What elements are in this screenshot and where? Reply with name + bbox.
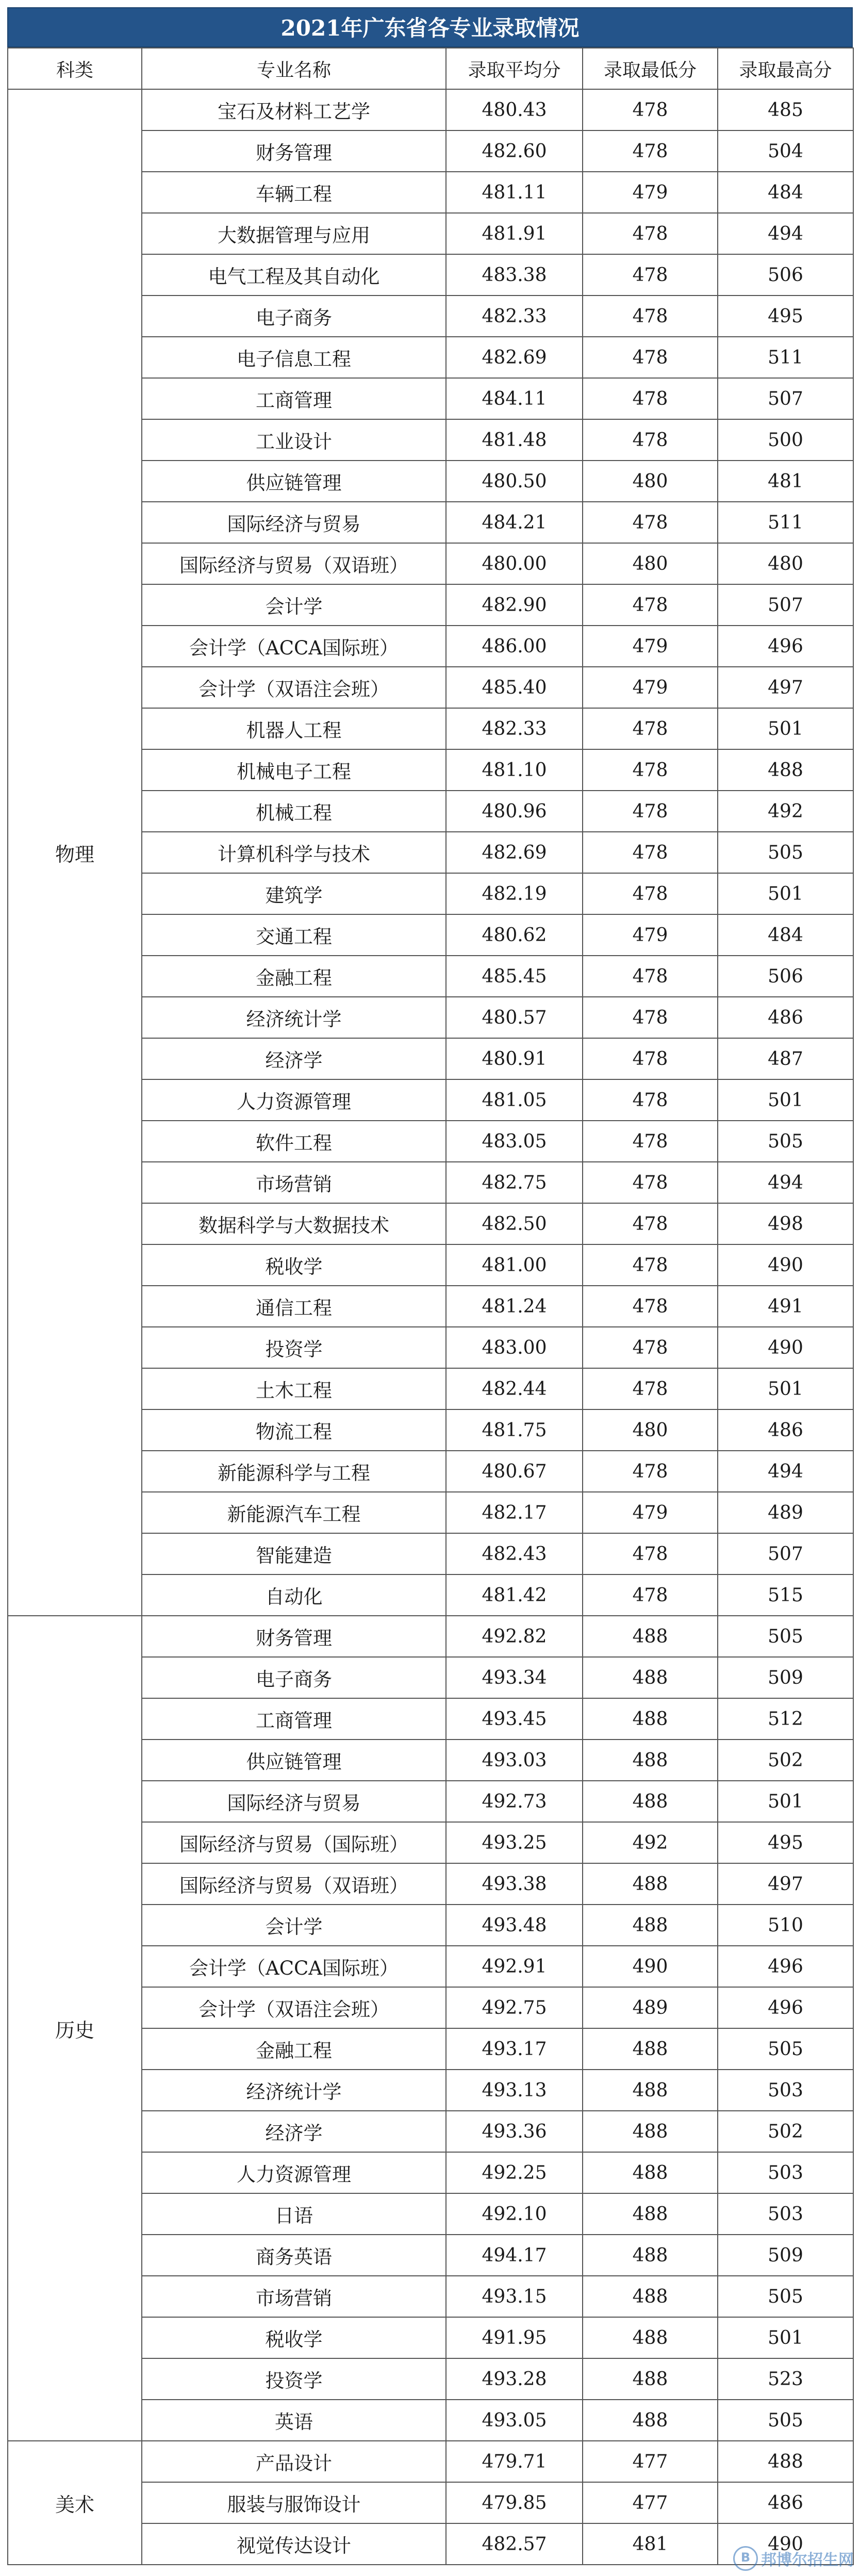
major-cell: 物流工程 bbox=[142, 1409, 446, 1451]
maximum-cell: 490 bbox=[718, 1244, 853, 1286]
average-cell: 484.11 bbox=[446, 378, 583, 419]
maximum-cell: 488 bbox=[718, 2441, 853, 2482]
major-cell: 会计学（双语注会班） bbox=[142, 667, 446, 708]
minimum-cell: 488 bbox=[583, 1657, 718, 1698]
average-cell: 493.28 bbox=[446, 2358, 583, 2400]
average-cell: 483.05 bbox=[446, 1121, 583, 1162]
average-cell: 493.13 bbox=[446, 2070, 583, 2111]
major-cell: 财务管理 bbox=[142, 1616, 446, 1657]
average-cell: 481.00 bbox=[446, 1244, 583, 1286]
major-cell: 建筑学 bbox=[142, 873, 446, 914]
maximum-cell: 507 bbox=[718, 1533, 853, 1574]
average-cell: 480.43 bbox=[446, 89, 583, 130]
average-cell: 492.75 bbox=[446, 1987, 583, 2028]
maximum-cell: 509 bbox=[718, 1657, 853, 1698]
major-cell: 通信工程 bbox=[142, 1286, 446, 1327]
maximum-cell: 480 bbox=[718, 543, 853, 584]
minimum-cell: 479 bbox=[583, 914, 718, 956]
minimum-cell: 488 bbox=[583, 2235, 718, 2276]
average-cell: 493.25 bbox=[446, 1822, 583, 1863]
maximum-cell: 502 bbox=[718, 2111, 853, 2152]
major-cell: 工商管理 bbox=[142, 1698, 446, 1740]
maximum-cell: 503 bbox=[718, 2070, 853, 2111]
average-cell: 493.05 bbox=[446, 2400, 583, 2441]
average-cell: 482.17 bbox=[446, 1492, 583, 1533]
maximum-cell: 497 bbox=[718, 1863, 853, 1905]
major-cell: 机械工程 bbox=[142, 791, 446, 832]
maximum-cell: 494 bbox=[718, 1451, 853, 1492]
average-cell: 480.91 bbox=[446, 1038, 583, 1079]
minimum-cell: 478 bbox=[583, 584, 718, 626]
major-cell: 会计学 bbox=[142, 584, 446, 626]
maximum-cell: 486 bbox=[718, 2482, 853, 2523]
minimum-cell: 478 bbox=[583, 832, 718, 873]
average-cell: 493.45 bbox=[446, 1698, 583, 1740]
major-cell: 智能建造 bbox=[142, 1533, 446, 1574]
minimum-cell: 477 bbox=[583, 2482, 718, 2523]
minimum-cell: 478 bbox=[583, 1533, 718, 1574]
average-cell: 493.03 bbox=[446, 1740, 583, 1781]
maximum-cell: 505 bbox=[718, 2028, 853, 2070]
maximum-cell: 510 bbox=[718, 1905, 853, 1946]
maximum-cell: 492 bbox=[718, 791, 853, 832]
minimum-cell: 478 bbox=[583, 1451, 718, 1492]
maximum-cell: 486 bbox=[718, 997, 853, 1038]
minimum-cell: 478 bbox=[583, 502, 718, 543]
maximum-cell: 494 bbox=[718, 1162, 853, 1203]
minimum-cell: 478 bbox=[583, 749, 718, 791]
average-cell: 482.33 bbox=[446, 708, 583, 749]
maximum-cell: 490 bbox=[718, 2523, 853, 2565]
minimum-cell: 478 bbox=[583, 1121, 718, 1162]
header-category: 科类 bbox=[8, 48, 142, 89]
maximum-cell: 486 bbox=[718, 1409, 853, 1451]
table-row bbox=[8, 2441, 853, 2482]
minimum-cell: 478 bbox=[583, 997, 718, 1038]
major-cell: 工商管理 bbox=[142, 378, 446, 419]
major-cell: 供应链管理 bbox=[142, 1740, 446, 1781]
minimum-cell: 478 bbox=[583, 213, 718, 254]
maximum-cell: 496 bbox=[718, 626, 853, 667]
minimum-cell: 488 bbox=[583, 1781, 718, 1822]
maximum-cell: 512 bbox=[718, 1698, 853, 1740]
average-cell: 493.34 bbox=[446, 1657, 583, 1698]
average-cell: 480.00 bbox=[446, 543, 583, 584]
average-cell: 482.43 bbox=[446, 1533, 583, 1574]
major-cell: 投资学 bbox=[142, 2358, 446, 2400]
maximum-cell: 488 bbox=[718, 749, 853, 791]
minimum-cell: 480 bbox=[583, 1409, 718, 1451]
minimum-cell: 488 bbox=[583, 2276, 718, 2317]
table-row bbox=[8, 89, 853, 130]
major-cell: 税收学 bbox=[142, 2317, 446, 2358]
average-cell: 482.75 bbox=[446, 1162, 583, 1203]
major-cell: 土木工程 bbox=[142, 1368, 446, 1409]
average-cell: 485.45 bbox=[446, 956, 583, 997]
major-cell: 计算机科学与技术 bbox=[142, 832, 446, 873]
average-cell: 493.36 bbox=[446, 2111, 583, 2152]
minimum-cell: 480 bbox=[583, 543, 718, 584]
maximum-cell: 500 bbox=[718, 419, 853, 461]
maximum-cell: 487 bbox=[718, 1038, 853, 1079]
maximum-cell: 481 bbox=[718, 461, 853, 502]
maximum-cell: 490 bbox=[718, 1327, 853, 1368]
maximum-cell: 501 bbox=[718, 1781, 853, 1822]
average-cell: 482.69 bbox=[446, 832, 583, 873]
minimum-cell: 479 bbox=[583, 667, 718, 708]
minimum-cell: 478 bbox=[583, 1574, 718, 1616]
header-major: 专业名称 bbox=[142, 48, 446, 89]
major-cell: 机械电子工程 bbox=[142, 749, 446, 791]
average-cell: 481.05 bbox=[446, 1079, 583, 1121]
major-cell: 财务管理 bbox=[142, 130, 446, 172]
maximum-cell: 501 bbox=[718, 708, 853, 749]
minimum-cell: 480 bbox=[583, 461, 718, 502]
minimum-cell: 488 bbox=[583, 2400, 718, 2441]
major-cell: 大数据管理与应用 bbox=[142, 213, 446, 254]
major-cell: 新能源汽车工程 bbox=[142, 1492, 446, 1533]
major-cell: 市场营销 bbox=[142, 2276, 446, 2317]
minimum-cell: 478 bbox=[583, 1244, 718, 1286]
major-cell: 国际经济与贸易 bbox=[142, 502, 446, 543]
major-cell: 车辆工程 bbox=[142, 172, 446, 213]
average-cell: 491.95 bbox=[446, 2317, 583, 2358]
maximum-cell: 491 bbox=[718, 1286, 853, 1327]
category-cell: 物理 bbox=[8, 89, 142, 1616]
minimum-cell: 488 bbox=[583, 2358, 718, 2400]
average-cell: 479.71 bbox=[446, 2441, 583, 2482]
average-cell: 480.57 bbox=[446, 997, 583, 1038]
average-cell: 492.10 bbox=[446, 2193, 583, 2235]
average-cell: 480.96 bbox=[446, 791, 583, 832]
major-cell: 投资学 bbox=[142, 1327, 446, 1368]
major-cell: 会计学（双语注会班） bbox=[142, 1987, 446, 2028]
minimum-cell: 478 bbox=[583, 791, 718, 832]
maximum-cell: 501 bbox=[718, 1368, 853, 1409]
major-cell: 服装与服饰设计 bbox=[142, 2482, 446, 2523]
average-cell: 485.40 bbox=[446, 667, 583, 708]
minimum-cell: 478 bbox=[583, 1162, 718, 1203]
major-cell: 英语 bbox=[142, 2400, 446, 2441]
average-cell: 480.50 bbox=[446, 461, 583, 502]
average-cell: 483.38 bbox=[446, 254, 583, 296]
admission-table bbox=[7, 47, 854, 2565]
maximum-cell: 489 bbox=[718, 1492, 853, 1533]
maximum-cell: 523 bbox=[718, 2358, 853, 2400]
average-cell: 479.85 bbox=[446, 2482, 583, 2523]
maximum-cell: 502 bbox=[718, 1740, 853, 1781]
major-cell: 金融工程 bbox=[142, 956, 446, 997]
major-cell: 视觉传达设计 bbox=[142, 2523, 446, 2565]
maximum-cell: 501 bbox=[718, 2317, 853, 2358]
major-cell: 金融工程 bbox=[142, 2028, 446, 2070]
maximum-cell: 495 bbox=[718, 1822, 853, 1863]
minimum-cell: 488 bbox=[583, 2317, 718, 2358]
minimum-cell: 478 bbox=[583, 1079, 718, 1121]
minimum-cell: 478 bbox=[583, 337, 718, 378]
minimum-cell: 489 bbox=[583, 1987, 718, 2028]
major-cell: 会计学 bbox=[142, 1905, 446, 1946]
average-cell: 492.91 bbox=[446, 1946, 583, 1987]
maximum-cell: 507 bbox=[718, 378, 853, 419]
minimum-cell: 478 bbox=[583, 378, 718, 419]
major-cell: 软件工程 bbox=[142, 1121, 446, 1162]
header-average: 录取平均分 bbox=[446, 48, 583, 89]
minimum-cell: 478 bbox=[583, 1038, 718, 1079]
average-cell: 482.60 bbox=[446, 130, 583, 172]
admission-sheet bbox=[7, 7, 853, 2565]
maximum-cell: 504 bbox=[718, 130, 853, 172]
major-cell: 国际经济与贸易（国际班） bbox=[142, 1822, 446, 1863]
average-cell: 482.57 bbox=[446, 2523, 583, 2565]
average-cell: 481.75 bbox=[446, 1409, 583, 1451]
minimum-cell: 479 bbox=[583, 626, 718, 667]
major-cell: 电子商务 bbox=[142, 296, 446, 337]
minimum-cell: 478 bbox=[583, 708, 718, 749]
major-cell: 人力资源管理 bbox=[142, 1079, 446, 1121]
maximum-cell: 503 bbox=[718, 2193, 853, 2235]
maximum-cell: 503 bbox=[718, 2152, 853, 2193]
maximum-cell: 485 bbox=[718, 89, 853, 130]
maximum-cell: 511 bbox=[718, 337, 853, 378]
minimum-cell: 478 bbox=[583, 89, 718, 130]
minimum-cell: 478 bbox=[583, 1368, 718, 1409]
major-cell: 数据科学与大数据技术 bbox=[142, 1203, 446, 1244]
minimum-cell: 492 bbox=[583, 1822, 718, 1863]
average-cell: 494.17 bbox=[446, 2235, 583, 2276]
maximum-cell: 505 bbox=[718, 1121, 853, 1162]
major-cell: 工业设计 bbox=[142, 419, 446, 461]
average-cell: 482.90 bbox=[446, 584, 583, 626]
maximum-cell: 506 bbox=[718, 254, 853, 296]
major-cell: 机器人工程 bbox=[142, 708, 446, 749]
major-cell: 新能源科学与工程 bbox=[142, 1451, 446, 1492]
average-cell: 481.24 bbox=[446, 1286, 583, 1327]
minimum-cell: 479 bbox=[583, 1492, 718, 1533]
major-cell: 国际经济与贸易 bbox=[142, 1781, 446, 1822]
major-cell: 会计学（ACCA国际班） bbox=[142, 626, 446, 667]
minimum-cell: 478 bbox=[583, 1327, 718, 1368]
major-cell: 交通工程 bbox=[142, 914, 446, 956]
major-cell: 自动化 bbox=[142, 1574, 446, 1616]
major-cell: 商务英语 bbox=[142, 2235, 446, 2276]
maximum-cell: 496 bbox=[718, 1946, 853, 1987]
average-cell: 481.11 bbox=[446, 172, 583, 213]
header-maximum: 录取最高分 bbox=[718, 48, 853, 89]
maximum-cell: 496 bbox=[718, 1987, 853, 2028]
minimum-cell: 478 bbox=[583, 1203, 718, 1244]
major-cell: 电子商务 bbox=[142, 1657, 446, 1698]
average-cell: 482.33 bbox=[446, 296, 583, 337]
minimum-cell: 488 bbox=[583, 1863, 718, 1905]
major-cell: 经济统计学 bbox=[142, 997, 446, 1038]
maximum-cell: 505 bbox=[718, 2400, 853, 2441]
minimum-cell: 478 bbox=[583, 956, 718, 997]
minimum-cell: 488 bbox=[583, 1905, 718, 1946]
maximum-cell: 515 bbox=[718, 1574, 853, 1616]
maximum-cell: 511 bbox=[718, 502, 853, 543]
minimum-cell: 488 bbox=[583, 2152, 718, 2193]
average-cell: 480.62 bbox=[446, 914, 583, 956]
minimum-cell: 488 bbox=[583, 1616, 718, 1657]
maximum-cell: 495 bbox=[718, 296, 853, 337]
average-cell: 492.82 bbox=[446, 1616, 583, 1657]
average-cell: 493.17 bbox=[446, 2028, 583, 2070]
site-watermark bbox=[733, 2546, 854, 2571]
average-cell: 481.42 bbox=[446, 1574, 583, 1616]
minimum-cell: 488 bbox=[583, 1698, 718, 1740]
minimum-cell: 481 bbox=[583, 2523, 718, 2565]
major-cell: 市场营销 bbox=[142, 1162, 446, 1203]
minimum-cell: 488 bbox=[583, 1740, 718, 1781]
average-cell: 493.15 bbox=[446, 2276, 583, 2317]
maximum-cell: 497 bbox=[718, 667, 853, 708]
minimum-cell: 488 bbox=[583, 2193, 718, 2235]
average-cell: 480.67 bbox=[446, 1451, 583, 1492]
average-cell: 486.00 bbox=[446, 626, 583, 667]
major-cell: 经济学 bbox=[142, 1038, 446, 1079]
major-cell: 电气工程及其自动化 bbox=[142, 254, 446, 296]
maximum-cell: 507 bbox=[718, 584, 853, 626]
major-cell: 税收学 bbox=[142, 1244, 446, 1286]
table-row bbox=[8, 1616, 853, 1657]
minimum-cell: 488 bbox=[583, 2070, 718, 2111]
maximum-cell: 494 bbox=[718, 213, 853, 254]
average-cell: 481.91 bbox=[446, 213, 583, 254]
minimum-cell: 478 bbox=[583, 296, 718, 337]
major-cell: 供应链管理 bbox=[142, 461, 446, 502]
watermark-text: 邦博尔招生网 bbox=[761, 2551, 854, 2569]
average-cell: 492.73 bbox=[446, 1781, 583, 1822]
watermark-logo-icon: B bbox=[733, 2546, 758, 2571]
major-cell: 会计学（ACCA国际班） bbox=[142, 1946, 446, 1987]
maximum-cell: 498 bbox=[718, 1203, 853, 1244]
category-cell: 历史 bbox=[8, 1616, 142, 2441]
average-cell: 482.44 bbox=[446, 1368, 583, 1409]
minimum-cell: 478 bbox=[583, 130, 718, 172]
maximum-cell: 501 bbox=[718, 1079, 853, 1121]
major-cell: 国际经济与贸易（双语班） bbox=[142, 1863, 446, 1905]
average-cell: 482.69 bbox=[446, 337, 583, 378]
average-cell: 484.21 bbox=[446, 502, 583, 543]
average-cell: 482.19 bbox=[446, 873, 583, 914]
minimum-cell: 479 bbox=[583, 172, 718, 213]
major-cell: 国际经济与贸易（双语班） bbox=[142, 543, 446, 584]
major-cell: 经济学 bbox=[142, 2111, 446, 2152]
minimum-cell: 478 bbox=[583, 419, 718, 461]
maximum-cell: 506 bbox=[718, 956, 853, 997]
average-cell: 481.48 bbox=[446, 419, 583, 461]
average-cell: 481.10 bbox=[446, 749, 583, 791]
average-cell: 483.00 bbox=[446, 1327, 583, 1368]
maximum-cell: 505 bbox=[718, 2276, 853, 2317]
table-title: 2021年广东省各专业录取情况 bbox=[7, 7, 853, 47]
average-cell: 493.48 bbox=[446, 1905, 583, 1946]
minimum-cell: 478 bbox=[583, 254, 718, 296]
maximum-cell: 509 bbox=[718, 2235, 853, 2276]
average-cell: 492.25 bbox=[446, 2152, 583, 2193]
major-cell: 经济统计学 bbox=[142, 2070, 446, 2111]
major-cell: 日语 bbox=[142, 2193, 446, 2235]
maximum-cell: 501 bbox=[718, 873, 853, 914]
major-cell: 宝石及材料工艺学 bbox=[142, 89, 446, 130]
minimum-cell: 477 bbox=[583, 2441, 718, 2482]
minimum-cell: 478 bbox=[583, 873, 718, 914]
maximum-cell: 484 bbox=[718, 914, 853, 956]
major-cell: 人力资源管理 bbox=[142, 2152, 446, 2193]
minimum-cell: 478 bbox=[583, 1286, 718, 1327]
average-cell: 482.50 bbox=[446, 1203, 583, 1244]
minimum-cell: 488 bbox=[583, 2028, 718, 2070]
table-body bbox=[8, 89, 853, 2565]
minimum-cell: 490 bbox=[583, 1946, 718, 1987]
maximum-cell: 484 bbox=[718, 172, 853, 213]
average-cell: 493.38 bbox=[446, 1863, 583, 1905]
header-row bbox=[8, 48, 853, 89]
maximum-cell: 505 bbox=[718, 1616, 853, 1657]
major-cell: 产品设计 bbox=[142, 2441, 446, 2482]
category-cell: 美术 bbox=[8, 2441, 142, 2565]
minimum-cell: 488 bbox=[583, 2111, 718, 2152]
major-cell: 电子信息工程 bbox=[142, 337, 446, 378]
maximum-cell: 505 bbox=[718, 832, 853, 873]
header-minimum: 录取最低分 bbox=[583, 48, 718, 89]
